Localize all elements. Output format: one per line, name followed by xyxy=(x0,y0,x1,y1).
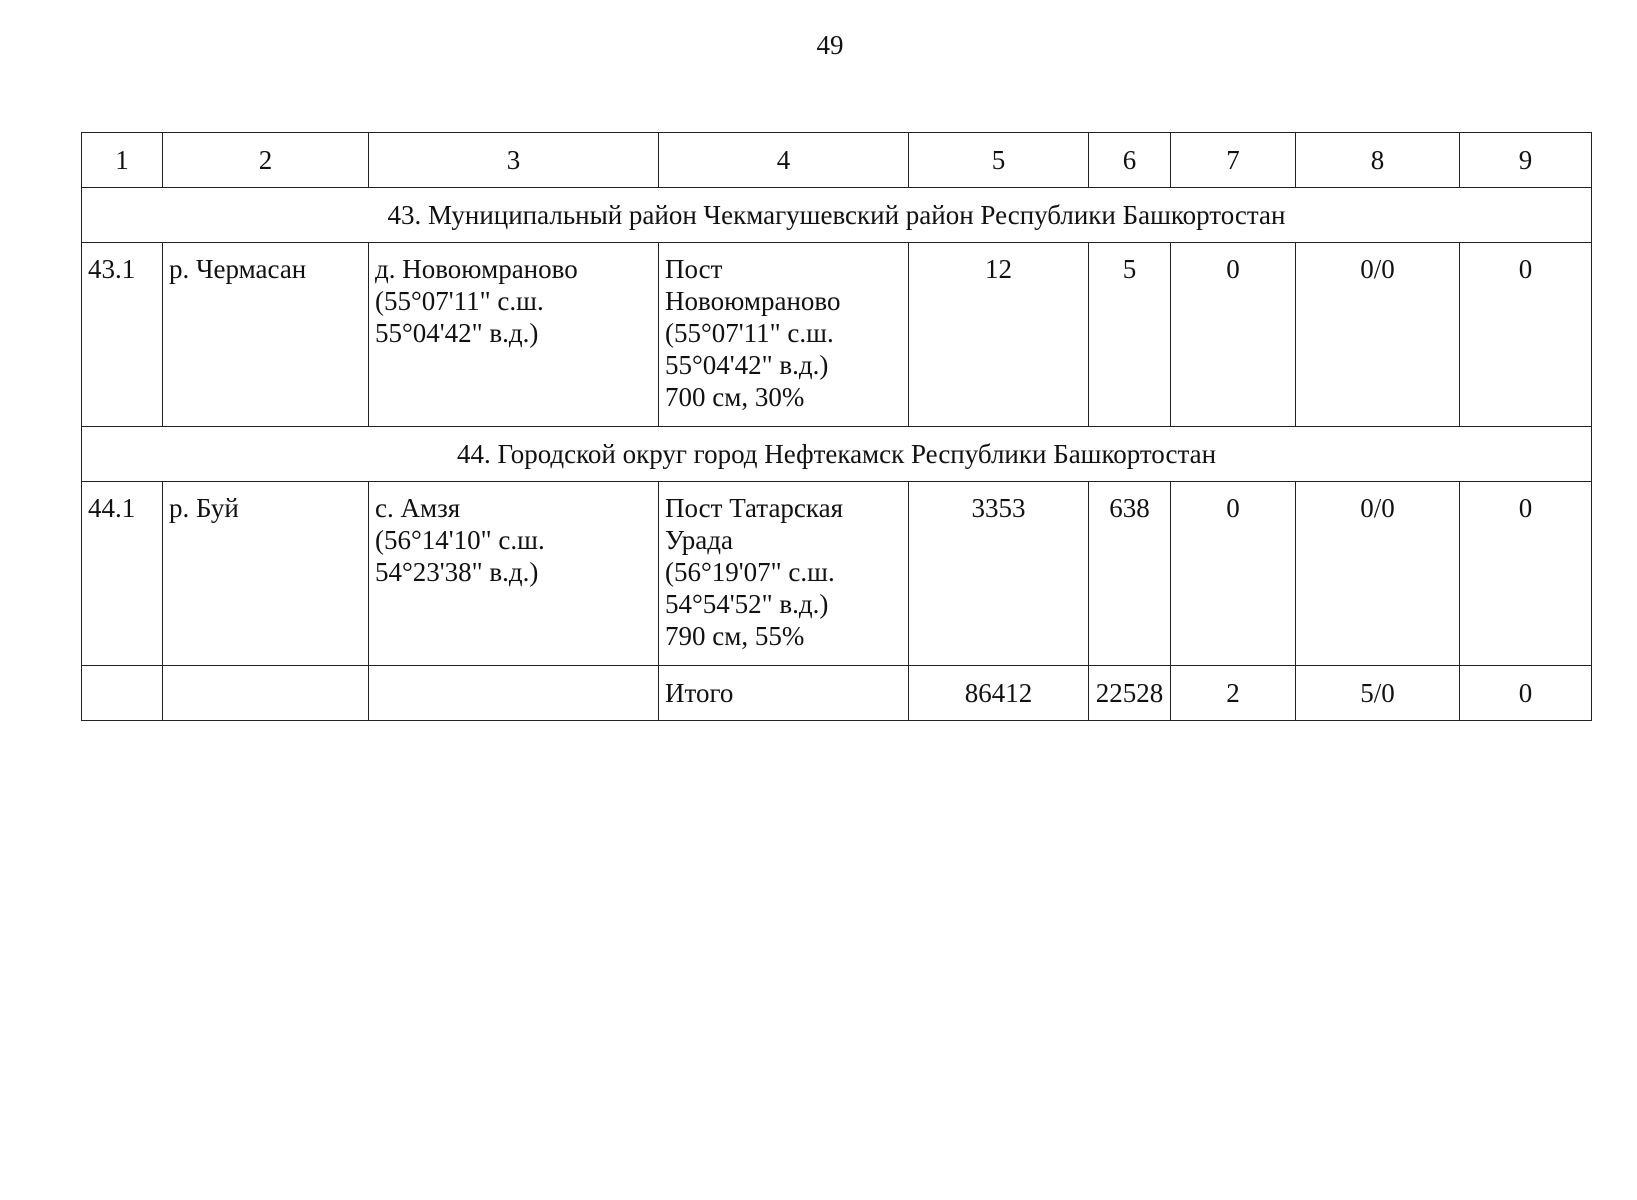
total-empty-cell xyxy=(82,666,163,721)
column-header: 1 xyxy=(82,133,163,188)
total-col7: 2 xyxy=(1171,666,1296,721)
settlement-line: (55°07'11" с.ш. xyxy=(375,286,544,316)
total-col5: 86412 xyxy=(909,666,1089,721)
column-header: 4 xyxy=(659,133,909,188)
river-name: р. Чермасан xyxy=(163,243,369,427)
post-cell xyxy=(659,243,909,427)
post-line: 54°54'52" в.д.) xyxy=(665,589,829,619)
column-header: 7 xyxy=(1171,133,1296,188)
section-title-row xyxy=(82,188,1592,243)
col6-value: 5 xyxy=(1089,243,1171,427)
col7-value: 0 xyxy=(1171,243,1296,427)
post-line: Новоюмраново xyxy=(665,286,841,316)
settlement-line: д. Новоюмраново xyxy=(375,254,578,284)
total-label: Итого xyxy=(659,666,909,721)
col7-value: 0 xyxy=(1171,482,1296,666)
total-empty-cell xyxy=(163,666,369,721)
row-number: 44.1 xyxy=(82,482,163,666)
total-row xyxy=(82,666,1592,721)
table-header-row xyxy=(82,133,1592,188)
post-line: Урада xyxy=(665,525,733,555)
settlement-line: (56°14'10" с.ш. xyxy=(375,525,545,555)
total-empty-cell xyxy=(369,666,659,721)
table-row xyxy=(82,482,1592,666)
column-header: 5 xyxy=(909,133,1089,188)
col5-value: 3353 xyxy=(909,482,1089,666)
col9-value: 0 xyxy=(1460,243,1592,427)
col8-value: 0/0 xyxy=(1296,243,1460,427)
total-col9: 0 xyxy=(1460,666,1592,721)
post-line: 55°04'42" в.д.) xyxy=(665,350,829,380)
post-line: Пост Татарская xyxy=(665,493,844,523)
page-number: 49 xyxy=(816,30,844,60)
section-title-row xyxy=(82,427,1592,482)
column-header: 9 xyxy=(1460,133,1592,188)
column-header: 3 xyxy=(369,133,659,188)
settlement-line: 55°04'42" в.д.) xyxy=(375,318,539,348)
col5-value: 12 xyxy=(909,243,1089,427)
col9-value: 0 xyxy=(1460,482,1592,666)
data-table xyxy=(81,132,1592,721)
total-col6: 22528 xyxy=(1089,666,1171,721)
post-line: Пост xyxy=(665,254,723,284)
post-line: (55°07'11" с.ш. xyxy=(665,318,834,348)
settlement-line: с. Амзя xyxy=(375,493,461,523)
section-title: 44. Городской округ город Нефтекамск Республики Башкортостан xyxy=(82,427,1592,482)
table-row xyxy=(82,243,1592,427)
settlement-line: 54°23'38" в.д.) xyxy=(375,557,539,587)
col8-value: 0/0 xyxy=(1296,482,1460,666)
column-header: 6 xyxy=(1089,133,1171,188)
row-number: 43.1 xyxy=(82,243,163,427)
settlement-cell xyxy=(369,243,659,427)
post-line: 700 см, 30% xyxy=(665,382,805,412)
post-line: 790 см, 55% xyxy=(665,621,805,651)
column-header: 8 xyxy=(1296,133,1460,188)
post-cell xyxy=(659,482,909,666)
post-line: (56°19'07" с.ш. xyxy=(665,557,835,587)
settlement-cell xyxy=(369,482,659,666)
section-title: 43. Муниципальный район Чекмагушевский район Республики Башкортостан xyxy=(82,188,1592,243)
total-col8: 5/0 xyxy=(1296,666,1460,721)
col6-value: 638 xyxy=(1089,482,1171,666)
column-header: 2 xyxy=(163,133,369,188)
river-name: р. Буй xyxy=(163,482,369,666)
